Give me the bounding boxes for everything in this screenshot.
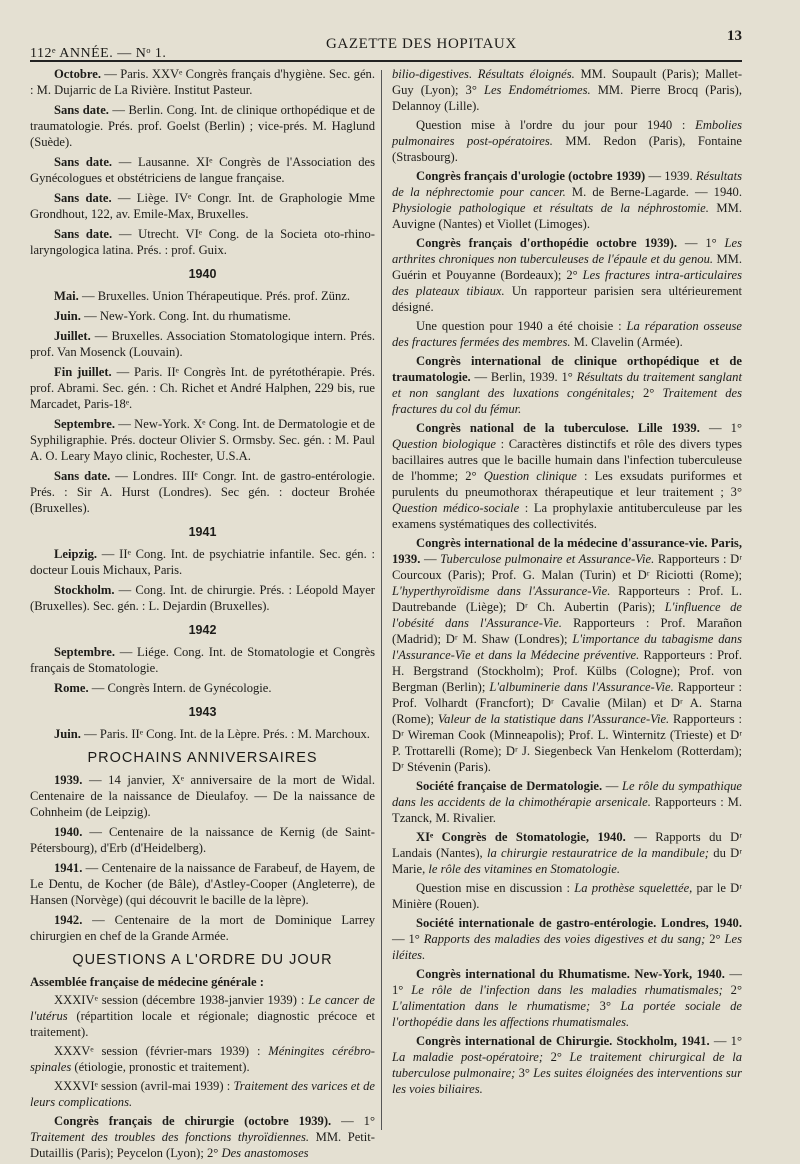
congress-entry: Fin juillet. — Paris. IIᵉ Congrès Int. de pyrétothérapie. Prés. prof. Abrami. Sec. gén. : Ch. Richet et André Halphen, 229 bis, rue Marcadet, Paris-18ᵉ. (30, 365, 375, 411)
congress-entry: Septembre. — New-York. Xᵉ Cong. Int. de Dermatologie et de Syphiligraphie. Prés. docteur Olivier S. Ormsby. Sec. gén. : M. Paul A. O. Leary Mayo clinic, Rochester, U.S.A. (30, 417, 375, 463)
congress-entry: Juin. — New-York. Cong. Int. du rhumatisme. (54, 309, 291, 323)
question-entry: Congrès français d'orthopédie octobre 1939). — 1° Les arthrites chroniques non tuberculeuses de l'épaule et du genou. MM. Guérin et Pouyanne (Bordeaux); 2° Les fractures intra-articulaires des plateaux tibiaux. Un rapporteur parisien sera ultérieurement désigné. (392, 236, 743, 314)
page-number: 13 (727, 28, 742, 44)
journal-title: GAZETTE DES HOPITAUX (326, 36, 517, 52)
question-entry: Congrès national de la tuberculose. Lille 1939. — 1° Question biologique : Caractères distinctifs et rôle des divers types bacillaires autres que le bacille humain dans l'infection tuberculeuse de l'homme; 2° Question clinique : Les exsudats puriformes et purulents du pneumothorax thérapeutique et leur traitement ; 3° Question médico-sociale : La prophylaxie antituberculeuse par les examens systématiques des collectivités. (392, 421, 742, 531)
question-entry: Société internationale de gastro-entérologie. Londres, 1940. — 1° Rapports des maladies des voies digestives et du sang; 2° Les iléites. (392, 916, 742, 962)
question-entry: Congrès international de la médecine d'assurance-vie. Paris, 1939. — Tuberculose pulmonaire et Assurance-Vie. Rapporteurs : Dʳ Courcoux (Paris); Prof. G. Malan (Turin) et Dʳ Riciotti (Rome); L'hyperthyroïdisme dans l'Assurance-Vie. Rapporteurs : Prof. L. Dautrebande (Liège); Dʳ Ch. Aubertin (Paris); L'influence de l'obésité dans l'Assurance-Vie. Rapporteurs : Prof. Marañon (Madrid); Dʳ M. Shaw (Londres); L'importance du tabagisme dans l'Assurance-Vie et dans la Médecine préventive. Rapporteurs : Prof. H. Bergstrand (Stockholm); Prof. Külbs (Cologne); Prof. von Bergman (Berlin); L'albuminerie dans l'Assurance-Vie. Rapporteur : Prof. Volhardt (Francfort); Dʳ Cavalie (Milan) et Dʳ A. Starna (Rome); Valeur de la statistique dans l'Assurance-Vie. Rapporteurs : Dʳ Wireman Cook (Minneapolis); Prof. L. Winternitz (Trieste) et Dʳ P. Trottarelli (Rome); Dʳ J. Siegenbeck Van Henkelom (Rotterdam); Dʳ Stévenin (Paris). (392, 536, 743, 774)
question-entry: Question mise en discussion : La prothèse squelettée, par le Dʳ Minière (Rouen). (392, 881, 742, 911)
question-entry: Question mise à l'ordre du jour pour 1940 : Embolies pulmonaires post-opératoires. MM. Redon (Paris), Fontaine (Strasbourg). (392, 118, 742, 164)
year-heading: 1943 (188, 705, 217, 719)
question-entry: XXXIVᵉ session (décembre 1938-janvier 1939) : Le cancer de l'utérus (répartition locale et régionale; diagnostic précoce et traitement). (30, 993, 375, 1039)
congress-entry: Juin. — Paris. IIᵉ Cong. Int. de la Lèpre. Prés. : M. Marchoux. (54, 727, 370, 741)
page-header (30, 28, 742, 61)
congress-entry: Sans date. — Londres. IIIᵉ Congr. Int. de gastro-entérologie. Prés. : Sir A. Hurst (Londres). Sec gén. : docteur Brohée (Bruxelles). (30, 469, 376, 515)
anniversary-entry: 1940. — Centenaire de la naissance de Kernig (de Saint-Pétersbourg), d'Erb (d'Heidelberg). (30, 825, 375, 855)
congress-entry: Sans date. — Utrecht. VIᵉ Cong. de la Societa oto-rhino-laryngologica latina. Prés. : prof. Guix. (30, 227, 376, 257)
issue-info: 112ᵉ ANNÉE. — Nᵒ 1. (30, 46, 167, 61)
question-entry: Une question pour 1940 a été choisie : La réparation osseuse des fractures fermées des membres. M. Clavelin (Armée). (392, 319, 742, 349)
left-column (30, 66, 375, 1164)
congress-entry: Juillet. — Bruxelles. Association Stomatologique intern. Prés. prof. Van Mosenck (Louvain). (30, 329, 375, 359)
question-entry: Congrès international de Chirurgie. Stockholm, 1941. — 1° La maladie post-opératoire; 2° Le traitement chirurgical de la tuberculose pulmonaire; 3° Les suites éloignées des interventions sur les voies biliaires. (392, 1034, 742, 1096)
year-heading: 1942 (188, 623, 217, 637)
year-heading: 1941 (188, 525, 217, 539)
section-heading-anniversaries: PROCHAINS ANNIVERSAIRES (87, 750, 318, 766)
congress-entry: Sans date. — Berlin. Cong. Int. de clinique orthopédique et de traumatologie. Prés. prof. Goelst (Berlin) ; vice-prés. M. Haglund (Suède). (30, 103, 376, 149)
congress-entry: Leipzig. — IIᵉ Cong. Int. de psychiatrie infantile. Sec. gén. : docteur Louis Michaux, Paris. (30, 547, 375, 577)
anniversary-entry: 1942. — Centenaire de la mort de Dominique Larrey chirurgien en chef de la Grande Armée. (30, 913, 375, 943)
question-entry: XXXVIᵉ session (avril-mai 1939) : Traitement des varices et de leurs complications. (30, 1079, 375, 1109)
question-entry: Congrès français de chirurgie (octobre 1939). — 1° Traitement des troubles des fonctions thyroïdiennes. MM. Petit-Dutaillis (Paris); Peycelon (Lyon); 2° Des anastomoses (30, 1114, 375, 1160)
question-entry: bilio-digestives. Résultats éloignés. MM. Soupault (Paris); Mallet-Guy (Lyon); 3° Les Endométriomes. MM. Pierre Brocq (Paris), Delannoy (Lille). (392, 67, 743, 113)
congress-entry: Septembre. — Liége. Cong. Int. de Stomatologie et Congrès français de Stomatologie. (30, 645, 375, 675)
anniversary-entry: 1941. — Centenaire de la naissance de Farabeuf, de Hayem, de Le Dentu, de Kocher (de Bâle), d'Astley-Cooper (Angleterre), de Hansen (Norvège) (qui découvrit le bacille de la lèpre). (30, 861, 375, 907)
question-entry: Congrès français d'urologie (octobre 1939) — 1939. Résultats de la néphrectomie pour cancer. M. de Berne-Lagarde. — 1940. Physiologie pathologique et résultats de la néphrostomie. MM. Auvigne (Nantes) et Viollet (Limoges). (392, 169, 743, 231)
year-heading: 1940 (188, 267, 217, 281)
congress-entry: Mai. — Bruxelles. Union Thérapeutique. Prés. prof. Zünz. (54, 289, 351, 303)
anniversary-entry: 1939. — 14 janvier, Xᵉ anniversaire de la mort de Widal. Centenaire de la naissance de Dieulafoy. — De la naissance de Cohnheim (de Leipzig). (30, 773, 375, 819)
header-rule (30, 60, 742, 62)
congress-entry: Sans date. — Lausanne. XIᵉ Congrès de l'Association des Gynécologues et obstétriciens de langue française. (30, 155, 375, 185)
question-entry: Congrès international de clinique orthopédique et de traumatologie. — Berlin, 1939. 1° Résultats du traitement sanglant et non sanglant des luxations congénitales; 2° Traitement des fractures du col du fémur. (392, 354, 743, 416)
column-divider (381, 70, 382, 1130)
section-heading-questions: QUESTIONS A L'ORDRE DU JOUR (72, 952, 333, 968)
congress-entry: Sans date. — Liège. IVᵉ Congr. Int. de Graphologie Mme Grondhout, 122, av. Emile-Max, Bruxelles. (30, 191, 375, 221)
right-column (392, 66, 742, 1100)
congress-entry: Stockholm. — Cong. Int. de chirurgie. Prés. : Léopold Mayer (Bruxelles). Sec. gén. : L. Dejardin (Bruxelles). (30, 583, 375, 613)
subheading: Assemblée française de médecine générale : (30, 975, 264, 989)
question-entry: Congrès international du Rhumatisme. New-York, 1940. — 1° Le rôle de l'infection dans les maladies rhumatismales; 2° L'alimentation dans le rhumatisme; 3° La portée sociale de l'orthopédie dans les affections rhumatismales. (392, 967, 743, 1029)
congress-entry: Octobre. — Paris. XXVᵉ Congrès français d'hygiène. Sec. gén. : M. Dujarric de La Rivière. Institut Pasteur. (30, 67, 375, 97)
question-entry: XXXVᵉ session (février-mars 1939) : Méningites cérébro-spinales (étiologie, pronostic et traitement). (30, 1044, 375, 1074)
question-entry: Société française de Dermatologie. — Le rôle du sympathique dans les accidents de la chimothérapie arsenicale. Rapporteurs : M. Tzanck, M. Rivalier. (392, 779, 742, 825)
question-entry: XIᵉ Congrès de Stomatologie, 1940. — Rapports du Dʳ Landais (Nantes), la chirurgie restauratrice de la mandibule; du Dʳ Marie, le rôle des vitamines en Stomatologie. (392, 830, 742, 876)
congress-entry: Rome. — Congrès Intern. de Gynécologie. (54, 681, 272, 695)
